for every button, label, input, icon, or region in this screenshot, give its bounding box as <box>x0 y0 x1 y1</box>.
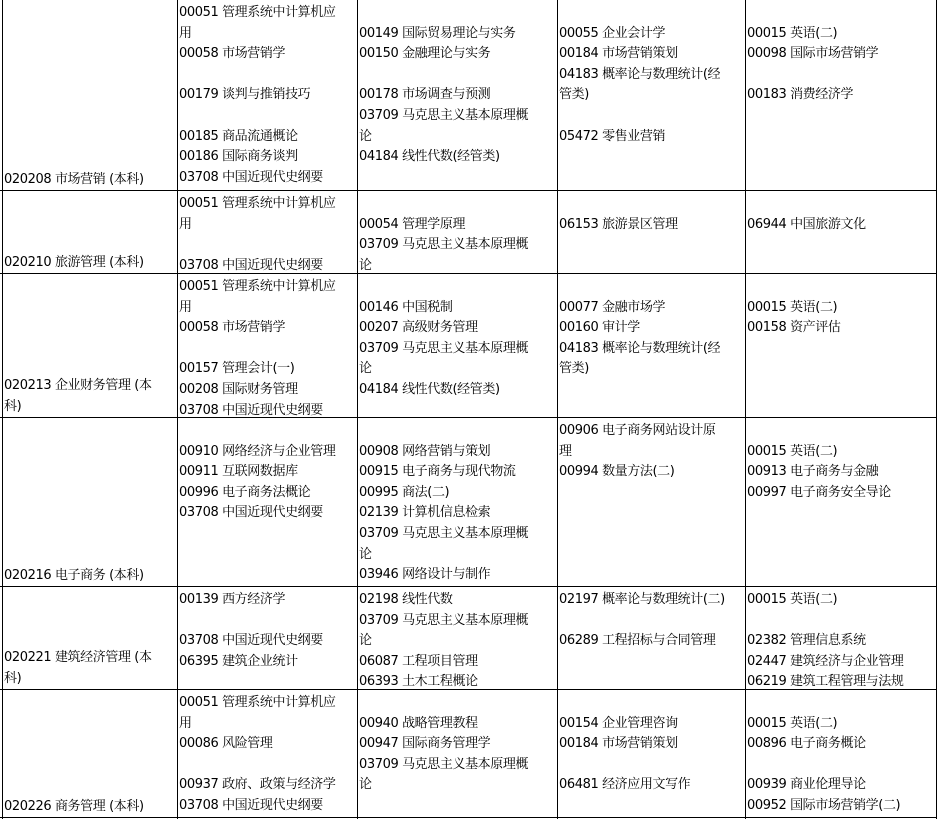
course-entry: 03946 网络设计与制作 <box>359 567 491 583</box>
course-entry: 03708 中国近现代史纲要 <box>179 257 323 273</box>
course-cell <box>747 689 935 817</box>
course-entry: 00051 管理系统中计算机应 <box>179 196 336 211</box>
course-cell <box>359 0 556 190</box>
course-entry: 00154 企业管理咨询 <box>559 715 678 731</box>
course-entry: 00906 电子商务网站设计原 <box>559 423 716 438</box>
course-cell <box>359 273 556 417</box>
course-entry: 00015 英语(二) <box>747 443 838 459</box>
major-cell <box>4 190 176 273</box>
course-entry: 论 <box>359 633 372 649</box>
course-entry: 00158 资产评估 <box>747 320 841 336</box>
course-entry: 00015 英语(二) <box>747 592 838 607</box>
course-entry: 用 <box>179 25 192 41</box>
course-entry: 00051 管理系统中计算机应 <box>179 5 336 20</box>
course-entry: 02197 概率论与数理统计(二) <box>559 592 725 607</box>
course-cell <box>359 689 556 817</box>
course-entry: 00908 网络营销与策划 <box>359 443 491 459</box>
course-entry: 00077 金融市场学 <box>559 299 666 315</box>
course-entry: 00947 国际商务管理学 <box>359 736 491 752</box>
major-cell <box>4 689 176 817</box>
course-entry: 00952 国际市场营销学(二) <box>747 798 901 813</box>
course-entry: 06289 工程招标与合同管理 <box>559 633 716 649</box>
course-entry: 04184 线性代数(经管类) <box>359 149 500 165</box>
major-name: 科) <box>4 671 22 686</box>
course-cell <box>559 273 744 417</box>
course-entry: 03709 马克思主义基本原理概 <box>359 756 529 772</box>
course-entry: 00150 金融理论与实务 <box>359 46 491 62</box>
course-entry: 00058 市场营销学 <box>179 320 286 336</box>
course-cell <box>559 586 744 689</box>
column-rule <box>936 0 937 819</box>
course-entry: 06219 建筑工程管理与法规 <box>747 674 904 690</box>
course-cell <box>559 689 744 817</box>
course-entry: 04183 概率论与数理统计(经 <box>559 340 721 356</box>
course-cell <box>359 586 556 689</box>
course-entry: 00937 政府、政策与经济学 <box>179 777 336 793</box>
course-entry: 用 <box>179 715 192 731</box>
course-entry: 00146 中国税制 <box>359 299 453 315</box>
course-entry: 06481 经济应用文写作 <box>559 777 691 793</box>
course-entry: 理 <box>559 443 572 459</box>
major-name: 020208 市场营销 (本科) <box>4 172 144 187</box>
course-cell <box>559 190 744 273</box>
course-entry: 00910 网络经济与企业管理 <box>179 443 336 459</box>
course-entry: 00051 管理系统中计算机应 <box>179 279 336 294</box>
column-rule <box>177 0 178 819</box>
course-entry: 00157 管理会计(一) <box>179 361 295 377</box>
course-entry: 00913 电子商务与金融 <box>747 464 879 480</box>
course-entry: 00058 市场营销学 <box>179 46 286 62</box>
course-entry: 00139 西方经济学 <box>179 592 286 607</box>
course-entry: 00940 战略管理教程 <box>359 715 478 731</box>
course-entry: 00996 电子商务法概论 <box>179 484 311 500</box>
course-entry: 00915 电子商务与现代物流 <box>359 464 516 480</box>
course-cell <box>359 190 556 273</box>
course-entry: 03708 中国近现代史纲要 <box>179 169 323 185</box>
course-entry: 用 <box>179 299 192 315</box>
course-entry: 00184 市场营销策划 <box>559 736 678 752</box>
course-entry: 00207 高级财务管理 <box>359 320 478 336</box>
course-cell <box>179 417 356 586</box>
course-entry: 00208 国际财务管理 <box>179 382 298 397</box>
course-entry: 管类) <box>559 361 589 377</box>
course-cell <box>747 190 935 273</box>
major-name: 020213 企业财务管理 (本 <box>4 378 152 394</box>
course-entry: 03708 中国近现代史纲要 <box>179 633 323 649</box>
course-entry: 论 <box>359 257 372 273</box>
course-entry: 00160 审计学 <box>559 320 640 336</box>
course-entry: 00183 消费经济学 <box>747 87 854 103</box>
course-entry: 00178 市场调查与预测 <box>359 87 491 103</box>
course-entry: 03708 中国近现代史纲要 <box>179 505 323 521</box>
course-entry: 00086 风险管理 <box>179 736 273 752</box>
column-rule <box>357 0 358 819</box>
course-cell <box>179 0 356 190</box>
course-entry: 03708 中国近现代史纲要 <box>179 798 323 813</box>
major-cell <box>4 273 176 417</box>
course-entry: 00186 国际商务谈判 <box>179 149 298 165</box>
course-entry: 06153 旅游景区管理 <box>559 216 678 232</box>
course-entry: 00055 企业会计学 <box>559 25 666 41</box>
course-cell <box>179 273 356 417</box>
column-rule <box>557 0 558 819</box>
course-entry: 00995 商法(二) <box>359 484 450 500</box>
course-cell <box>747 417 935 586</box>
course-entry: 03709 马克思主义基本原理概 <box>359 340 529 356</box>
course-entry: 06395 建筑企业统计 <box>179 653 298 669</box>
course-entry: 02198 线性代数 <box>359 592 453 607</box>
course-entry: 03709 马克思主义基本原理概 <box>359 108 529 123</box>
course-entry: 00098 国际市场营销学 <box>747 46 879 62</box>
column-rule <box>745 0 746 819</box>
course-entry: 04183 概率论与数理统计(经 <box>559 66 721 82</box>
course-entry: 03709 马克思主义基本原理概 <box>359 526 529 541</box>
major-name: 020216 电子商务 (本科) <box>4 568 144 583</box>
course-cell <box>747 0 935 190</box>
course-entry: 论 <box>359 777 372 793</box>
course-entry: 06087 工程项目管理 <box>359 653 478 669</box>
major-cell <box>4 586 176 689</box>
course-entry: 00015 英语(二) <box>747 25 838 41</box>
major-name: 020226 商务管理 (本科) <box>4 799 144 814</box>
course-entry: 00149 国际贸易理论与实务 <box>359 25 516 41</box>
course-cell <box>359 417 556 586</box>
course-cell <box>559 417 744 586</box>
course-cell <box>747 586 935 689</box>
course-entry: 00939 商业伦理导论 <box>747 777 866 793</box>
course-entry: 用 <box>179 216 192 232</box>
course-entry: 00997 电子商务安全导论 <box>747 484 891 500</box>
course-entry: 论 <box>359 128 372 144</box>
course-cell <box>179 586 356 689</box>
course-entry: 论 <box>359 361 372 377</box>
course-entry: 06393 土木工程概论 <box>359 674 478 690</box>
course-entry: 05472 零售业营销 <box>559 128 666 144</box>
course-entry: 03708 中国近现代史纲要 <box>179 402 323 418</box>
course-entry: 02139 计算机信息检索 <box>359 505 491 521</box>
course-entry: 管类) <box>559 87 589 103</box>
course-cell <box>179 689 356 817</box>
course-entry: 00994 数量方法(二) <box>559 464 675 480</box>
course-entry: 02382 管理信息系统 <box>747 633 866 649</box>
course-cell <box>559 0 744 190</box>
course-entry: 00015 英语(二) <box>747 715 838 731</box>
major-name: 020210 旅游管理 (本科) <box>4 255 144 270</box>
major-cell <box>4 417 176 586</box>
course-entry: 03709 马克思主义基本原理概 <box>359 612 529 628</box>
column-rule <box>2 0 3 819</box>
course-entry: 03709 马克思主义基本原理概 <box>359 237 529 253</box>
course-entry: 04184 线性代数(经管类) <box>359 382 500 397</box>
course-entry: 00911 互联网数据库 <box>179 464 298 480</box>
course-entry: 00179 谈判与推销技巧 <box>179 87 311 103</box>
course-cell <box>747 273 935 417</box>
course-entry: 02447 建筑经济与企业管理 <box>747 653 904 669</box>
course-entry: 00896 电子商务概论 <box>747 736 866 752</box>
course-cell <box>179 190 356 273</box>
major-name: 020221 建筑经济管理 (本 <box>4 650 152 666</box>
major-name: 科) <box>4 399 22 414</box>
major-cell <box>4 0 176 190</box>
course-entry: 00185 商品流通概论 <box>179 128 298 144</box>
course-entry: 00184 市场营销策划 <box>559 46 678 62</box>
course-entry: 06944 中国旅游文化 <box>747 216 866 232</box>
course-entry: 00054 管理学原理 <box>359 216 466 232</box>
row-rule <box>0 817 937 818</box>
course-entry: 论 <box>359 546 372 562</box>
course-entry: 00051 管理系统中计算机应 <box>179 695 336 710</box>
course-entry: 00015 英语(二) <box>747 299 838 315</box>
